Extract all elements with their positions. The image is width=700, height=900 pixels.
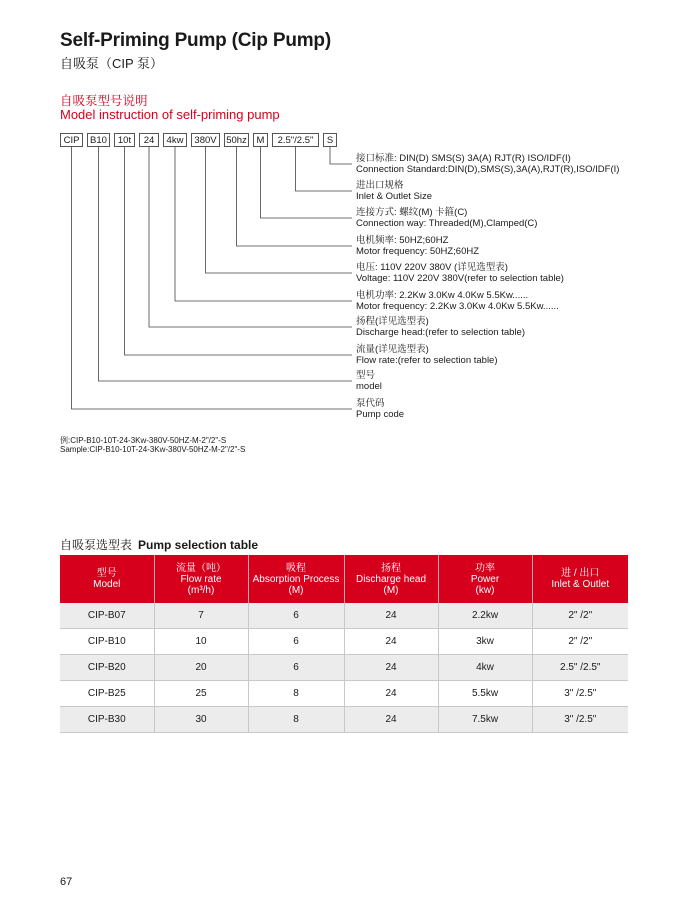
- table-row: [60, 603, 628, 629]
- code-annotation: [356, 398, 404, 420]
- code-part-box: 50hz: [224, 133, 249, 147]
- annotation-cn: 电压: 110V 220V 380V (详见选型表): [356, 262, 508, 273]
- table-cell: CIP-B30: [60, 707, 154, 733]
- table-cell: 4kw: [438, 655, 532, 681]
- model-heading-en: Model instruction of self-priming pump: [60, 107, 280, 122]
- table-cell: CIP-B07: [60, 603, 154, 629]
- table-cell: 3" /2.5": [532, 707, 628, 733]
- code-part-box: S: [323, 133, 337, 147]
- annotation-cn: 电机功率: 2.2Kw 3.0Kw 4.0Kw 5.5Kw......: [356, 290, 529, 301]
- annotation-en: Connection way: Threaded(M),Clamped(C): [356, 218, 538, 229]
- code-part-box: M: [253, 133, 268, 147]
- table-cell: 6: [248, 629, 344, 655]
- table-row: [60, 681, 628, 707]
- connector-line: [99, 147, 353, 381]
- table-cell: 10: [154, 629, 248, 655]
- table-header-cell: 型号 Model: [60, 555, 154, 603]
- sample-code-cn: 例:CIP-B10-10T-24-3Kw-380V-50HZ-M-2"/2"-S: [60, 436, 227, 445]
- pump-selection-table: [60, 555, 628, 733]
- annotation-en: Pump code: [356, 409, 405, 420]
- code-annotation: [356, 344, 498, 366]
- code-part-box: CIP: [60, 133, 83, 147]
- code-annotation: [356, 262, 564, 284]
- table-header-cell: 扬程 Discharge head (M): [344, 555, 438, 603]
- table-cell: 30: [154, 707, 248, 733]
- table-cell: 3kw: [438, 629, 532, 655]
- table-cell: 7: [154, 603, 248, 629]
- table-header-cell: 功率 Power (kw): [438, 555, 532, 603]
- code-annotation: [356, 235, 479, 257]
- table-cell: 2.5" /2.5": [532, 655, 628, 681]
- table-header-cell: 吸程 Absorption Process (M): [248, 555, 344, 603]
- table-cell: 6: [248, 603, 344, 629]
- connector-line: [125, 147, 353, 355]
- annotation-cn: 扬程(详见选型表): [356, 316, 429, 327]
- page-number: 67: [60, 876, 73, 888]
- connector-line: [261, 147, 353, 218]
- table-caption-en: Pump selection table: [138, 538, 259, 552]
- table-caption: [60, 536, 258, 553]
- table-cell: 25: [154, 681, 248, 707]
- table-cell: 2" /2": [532, 603, 628, 629]
- annotation-en: Discharge head:(refer to selection table): [356, 327, 525, 338]
- annotation-cn: 流量(详见选型表): [356, 344, 429, 355]
- code-annotation: [356, 153, 619, 175]
- code-annotation: [356, 316, 525, 338]
- table-cell: 5.5kw: [438, 681, 532, 707]
- table-cell: 3" /2.5": [532, 681, 628, 707]
- table-cell: CIP-B25: [60, 681, 154, 707]
- table-header-cell: 流量（吨） Flow rate (m³/h): [154, 555, 248, 603]
- annotation-en: Voltage: 110V 220V 380V(refer to selection table): [356, 273, 564, 284]
- annotation-en: model: [356, 381, 382, 392]
- code-part-box: 2.5"/2.5": [272, 133, 319, 147]
- page-title: Self-Priming Pump (Cip Pump): [60, 30, 331, 51]
- annotation-cn: 电机频率: 50HZ;60HZ: [356, 235, 449, 246]
- annotation-en: Flow rate:(refer to selection table): [356, 355, 498, 366]
- sample-code-en: Sample:CIP-B10-10T-24-3Kw-380V-50HZ-M-2"/2"-S: [60, 445, 246, 454]
- code-part-box: 24: [139, 133, 159, 147]
- code-annotation: [356, 290, 559, 312]
- annotation-cn: 型号: [356, 370, 376, 381]
- connector-line: [72, 147, 353, 409]
- annotation-cn: 泵代码: [356, 398, 385, 409]
- annotation-cn: 连接方式: 螺纹(M) 卡箍(C): [356, 207, 468, 218]
- annotation-cn: 进出口规格: [356, 180, 404, 191]
- code-part-box: B10: [87, 133, 110, 147]
- annotation-cn: 接口标准: DIN(D) SMS(S) 3A(A) RJT(R) ISO/IDF(I): [356, 153, 571, 164]
- table-cell: 7.5kw: [438, 707, 532, 733]
- table-row: [60, 629, 628, 655]
- table-header-cell: 进 / 出口 Inlet & Outlet: [532, 555, 628, 603]
- connector-line: [296, 147, 353, 191]
- connector-line: [237, 147, 353, 246]
- table-cell: 24: [344, 603, 438, 629]
- annotation-en: Motor frequency: 50HZ;60HZ: [356, 246, 480, 257]
- table-cell: 24: [344, 681, 438, 707]
- model-heading-cn: 自吸泵型号说明: [60, 94, 148, 108]
- table-body: [60, 603, 628, 733]
- code-annotation: [356, 207, 537, 229]
- connector-line: [206, 147, 353, 273]
- code-annotation: [356, 370, 382, 392]
- table-cell: 20: [154, 655, 248, 681]
- connector-line: [330, 147, 352, 164]
- table-cell: CIP-B10: [60, 629, 154, 655]
- table-cell: 6: [248, 655, 344, 681]
- table-caption-cn: 自吸泵选型表: [60, 538, 133, 552]
- code-annotation: [356, 180, 432, 202]
- table-cell: 2" /2": [532, 629, 628, 655]
- table-row: [60, 707, 628, 733]
- table-cell: 2.2kw: [438, 603, 532, 629]
- table-cell: 8: [248, 707, 344, 733]
- table-cell: 8: [248, 681, 344, 707]
- table-cell: 24: [344, 707, 438, 733]
- annotation-en: Inlet & Outlet Size: [356, 191, 433, 202]
- table-cell: 24: [344, 655, 438, 681]
- code-part-box: 10t: [114, 133, 135, 147]
- table-cell: CIP-B20: [60, 655, 154, 681]
- code-part-box: 4kw: [163, 133, 187, 147]
- model-code-connector-lines: [0, 0, 700, 430]
- annotation-en: Motor frequency: 2.2Kw 3.0Kw 4.0Kw 5.5Kw......: [356, 301, 559, 312]
- annotation-en: Connection Standard:DIN(D),SMS(S),3A(A),RJT(R),ISO/IDF(I): [356, 164, 620, 175]
- connector-line: [175, 147, 352, 301]
- table-cell: 24: [344, 629, 438, 655]
- page-subtitle: 自吸泵（CIP 泵）: [60, 56, 164, 71]
- table-row: [60, 655, 628, 681]
- code-part-box: 380V: [191, 133, 220, 147]
- table-header-row: [60, 555, 628, 603]
- connector-line: [149, 147, 352, 327]
